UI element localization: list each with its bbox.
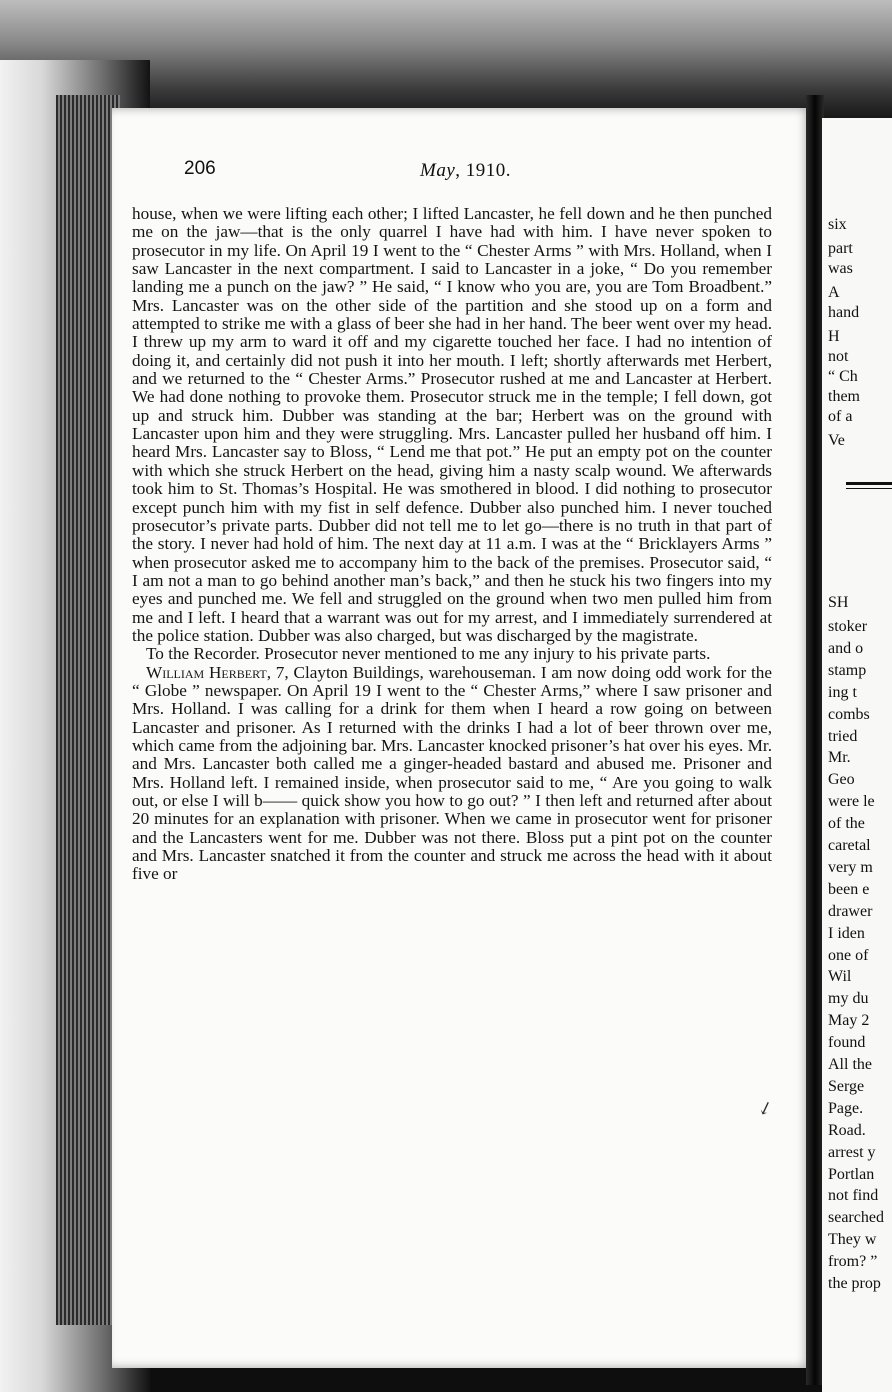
right-page-fragment: them [828,388,860,405]
paragraph-text: , 7, Clayton Buildings, warehouseman. I am now doing odd work for the “ Globe ” newspaper. On April 19 I went to the “ Chester Arms,” where I saw prisoner and Mrs. Holland. I was calling for a drink for them when I heard a row going on between Lancaster and prisoner. As I returned with the drinks I had a lot of beer thrown over me, which came from the adjoining bar. Mrs. Lancaster knocked prisoner’s hat over his eyes. Mr. and Mrs. Lancaster both called me a ginger-headed bastard and abused me. Prisoner and Mrs. Holland left. I remained inside, when prosecutor said to me, “ Are you going to walk out, or else I will b—— quick show you how to go out? ” I then left and returned after about 20 minutes for an explanation with prisoner. When we came in prosecutor went for prisoner and the Lancasters went for me. Dubber was not there. Bloss put a pint pot on the counter and Mrs. Lancaster snatched it from the counter and struck me across the head with it about five or [132,662,772,884]
right-page-fragment: one of [828,946,869,964]
page-edges [56,95,120,1325]
running-head-year: , 1910. [455,160,512,181]
right-page-fragment: Serge [828,1077,865,1095]
right-page-fragment: six [828,216,847,233]
right-page-fragment: stamp [828,661,867,679]
running-head [420,160,511,182]
right-page-fragment: hand [828,304,860,321]
margin-pencil-mark: ↙ [754,1096,776,1121]
right-page-fragment: been e [828,880,870,898]
right-page-fragment: was [828,260,853,277]
body-text [132,205,772,884]
right-page-fragment: tried [828,727,858,745]
right-page-fragment: “ Ch [828,368,858,385]
right-page-fragment: Geo [828,771,855,789]
right-page-fragment: Page. [828,1099,864,1117]
right-page-fragment: Mr. [828,749,851,767]
right-page-fragment: arrest y [828,1143,876,1161]
right-page-fragment: H [828,328,840,345]
right-page-fragment: A [828,284,840,301]
right-page-fragment: very m [828,858,873,876]
right-page-fragment: Ve [828,432,845,449]
right-page-fragment: the prop [828,1275,881,1292]
section-rule [846,482,892,485]
paragraph-text: house, when we were lifting each other; I lifted Lancaster, he fell down and he then punched me on the jaw—that is the only quarrel I have had with him. I have never spoken to prosecutor in my life. On April 19 I went to the “ Chester Arms ” with Mrs. Holland, when I saw Lancaster in the next compartment. I said to Lancaster in a joke, “ Do you remember landing me a punch on the jaw? ” He said, “ I know who you are, you are Tom Broadbent.” Mrs. Lancaster was on the other side of the partition and she stood up on a form and attempted to strike me with a glass of beer she had in her hand. The beer went over my head. I threw up my arm to ward it off and my cigarette touched her face. I had no intention of doing it, and certainly did not push it into her mouth. I left; shortly afterwards met Herbert, and we returned to the “ Chester Arms.” Prosecutor rushed at me and Lancaster at Herbert. We had done nothing to provoke them. Prosecutor struck me in the temple; I fell down, got up and struck him. Dubber was standing at the bar; Herbert was on the ground with Lancaster upon him and they were struggling. Mrs. Lancaster pulled her husband off him. I heard Mrs. Lancaster say to Bloss, “ Lend me that pot.” He put an empty pot on the counter with which she struck Herbert on the head, giving him a nasty scalp wound. We afterwards took him to St. Thomas’s Hospital. He was smothered in blood. I did nothing to prosecutor except punch him with my fist in self defence. Dubber also punched him. I never touched prosecutor’s private parts. Dubber did not tell me to let go—there is no truth in that part of the story. I never had hold of him. The next day at 11 a.m. I was at the “ Bricklayers Arms ” when prosecutor asked me to accompany him to the back of the premises. Prosecutor said, “ I am not a man to go behind another man’s back,” and then he stuck his two fingers into my eyes and punched me. We fell and struggled on the ground when two men pulled him from me and I left. I heard that a warrant was out for my arrest, and I immediately surrendered at the police station. Dubber was also charged, but was discharged by the magistrate. [132,204,772,645]
page-number: 206 [184,158,216,179]
running-head-month: May [420,160,456,181]
right-page-fragment: drawer [828,902,873,920]
right-page-fragment: were le [828,793,875,811]
right-page-fragment: combs [828,705,870,723]
right-page-fragment: ing t [828,683,857,701]
right-page-fragment: searched [828,1209,884,1227]
right-page-fragment: Road. [828,1121,866,1139]
paragraph-p2 [132,645,772,663]
right-page-fragment: from? ” [828,1253,878,1271]
paragraph-p1 [132,205,772,645]
right-page-heading: SH [828,594,849,611]
right-page-fragment: and o [828,639,864,657]
right-page-fragment: part [828,240,853,257]
right-page-fragment: I iden [828,924,865,942]
right-page-fragment: found [828,1034,866,1052]
section-rule-thin [846,488,892,489]
right-page-fragment: They w [828,1231,877,1249]
right-page-fragment: not [828,348,849,365]
right-page-fragment: of the [828,815,865,833]
right-page-fragment: May 2 [828,1012,870,1030]
right-page-fragment: All the [828,1056,872,1073]
right-page-fragment: Portlan [828,1165,875,1183]
paragraph-text: To the Recorder. Prosecutor never mentioned to me any injury to his private parts. [146,644,711,664]
right-page-fragment: Wil [828,968,852,986]
right-page-fragment: stoker [828,618,868,635]
right-page-fragment: caretal [828,837,871,854]
right-page-fragment: my du [828,990,869,1008]
right-page-fragment: of a [828,408,853,425]
right-page [822,118,892,1392]
right-page-fragment: not find [828,1187,879,1205]
witness-name: William Herbert [146,662,267,682]
paragraph-p3 [132,664,772,884]
